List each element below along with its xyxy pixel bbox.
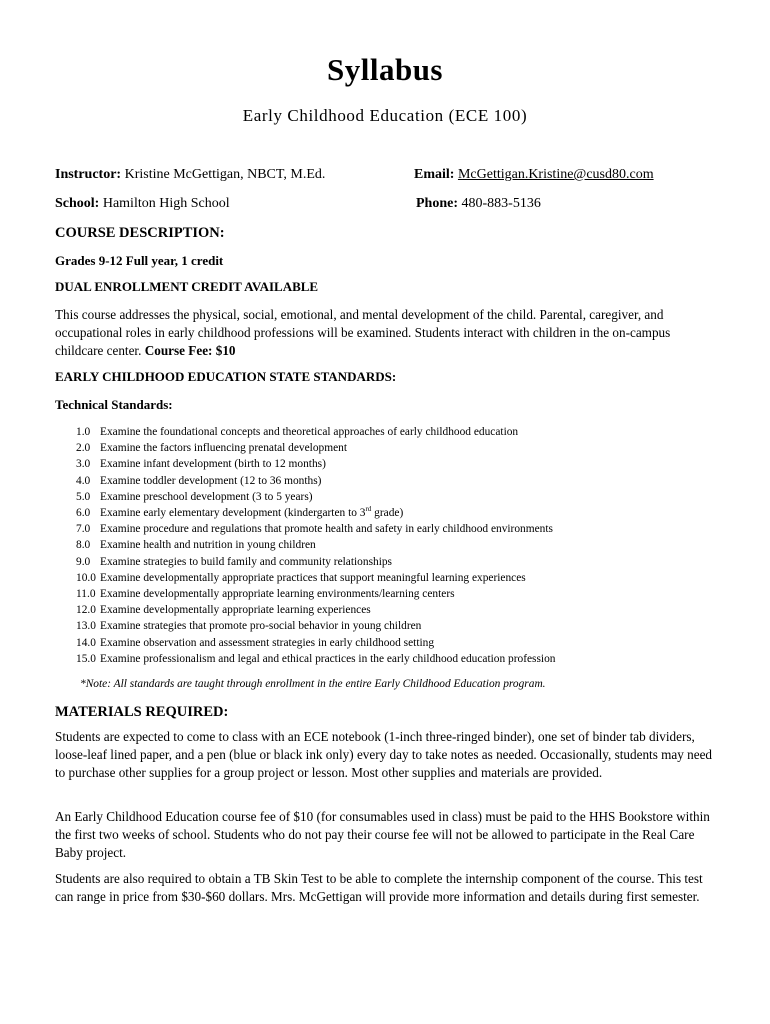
technical-standards-heading: Technical Standards: (55, 397, 173, 412)
dual-enrollment-line: DUAL ENROLLMENT CREDIT AVAILABLE (55, 279, 319, 294)
list-item: 6.0 Examine early elementary development (kindergarten to 3rd grade) (76, 505, 404, 520)
list-item: 9.0 Examine strategies to build family and community relationships (76, 555, 392, 568)
course-description-heading: COURSE DESCRIPTION: (55, 225, 225, 241)
instructor-label: Instructor: (55, 167, 122, 182)
list-item: 13.0 Examine strategies that promote pro-social behavior in young children (76, 620, 422, 633)
phone-line (416, 196, 541, 212)
materials-paragraph-3: Students are also required to obtain a TB Skin Test to be able to complete the internship component of the course. This test can range in price from $30-$60 dollars. Mrs. McGettigan will provide more information and details during first semester. (55, 871, 703, 904)
standards-heading: EARLY CHILDHOOD EDUCATION STATE STANDARDS: (55, 369, 397, 384)
school-label: School: (55, 196, 100, 211)
list-item: 12.0 Examine developmentally appropriate learning experiences (76, 604, 371, 617)
instructor-line (55, 167, 325, 183)
instructor-value: Kristine McGettigan, NBCT, M.Ed. (124, 167, 326, 182)
list-item: 15.0 Examine professionalism and legal and ethical practices in the early childhood education profession (76, 652, 556, 665)
list-item: 1.0 Examine the foundational concepts and theoretical approaches of early childhood education (76, 426, 519, 438)
phone-value: 480-883-5136 (461, 196, 541, 211)
standards-note: *Note: All standards are taught through enrollment in the entire Early Childhood Education program. (80, 678, 546, 690)
list-item: 10.0 Examine developmentally appropriate practices that support meaningful learning experiences (76, 571, 526, 584)
email-line (414, 167, 654, 183)
materials-paragraph-1: Students are expected to come to class with an ECE notebook (1-inch three-ringed binder), one set of binder tab dividers, loose-leaf lined paper, and a pen (blue or black ink only) every day to take notes as needed. Occasionally, students may need to purchase other supplies for a group project or lesson. Most other supplies and materials are provided. (55, 729, 713, 780)
list-item: 4.0 Examine toddler development (12 to 36 months) (76, 474, 322, 487)
grades-line: Grades 9-12 Full year, 1 credit (55, 253, 224, 268)
email-link[interactable]: McGettigan.Kristine@cusd80.com (457, 167, 654, 182)
list-item: 14.0 Examine observation and assessment strategies in early childhood setting (76, 636, 435, 649)
school-line (55, 196, 230, 212)
email-label: Email: (414, 167, 455, 182)
materials-paragraph-2: An Early Childhood Education course fee of $10 (for consumables used in class) must be paid to the HHS Bookstore within the first two weeks of school. Students who do not pay their course fee will not be allowed to participate in the Real Care Baby project. (55, 809, 710, 860)
course-description-body (55, 306, 715, 360)
course-description-text: This course addresses the physical, social, emotional, and mental development of the child. Parental, caregiver, and occupational roles in early childhood professions will be examined. Students interact with children in the on-campus childcare center. (55, 307, 671, 358)
materials-heading: MATERIALS REQUIRED: (55, 704, 229, 720)
list-item: 3.0 Examine infant development (birth to 12 months) (76, 458, 326, 471)
list-item: 8.0 Examine health and nutrition in young children (76, 539, 316, 552)
standards-list (76, 424, 716, 667)
page-title: Syllabus (326, 52, 443, 87)
list-item: 5.0 Examine preschool development (3 to 5 years) (76, 490, 313, 503)
course-subtitle: Early Childhood Education (ECE 100) (242, 106, 528, 125)
phone-label: Phone: (416, 196, 458, 211)
list-item: 2.0 Examine the factors influencing prenatal development (76, 442, 348, 455)
list-item: 11.0 Examine developmentally appropriate learning environments/learning centers (76, 588, 455, 601)
list-item: 7.0 Examine procedure and regulations that promote health and safety in early childhood environments (76, 523, 553, 536)
school-value: Hamilton High School (102, 196, 230, 211)
course-fee: Course Fee: $10 (144, 343, 236, 358)
